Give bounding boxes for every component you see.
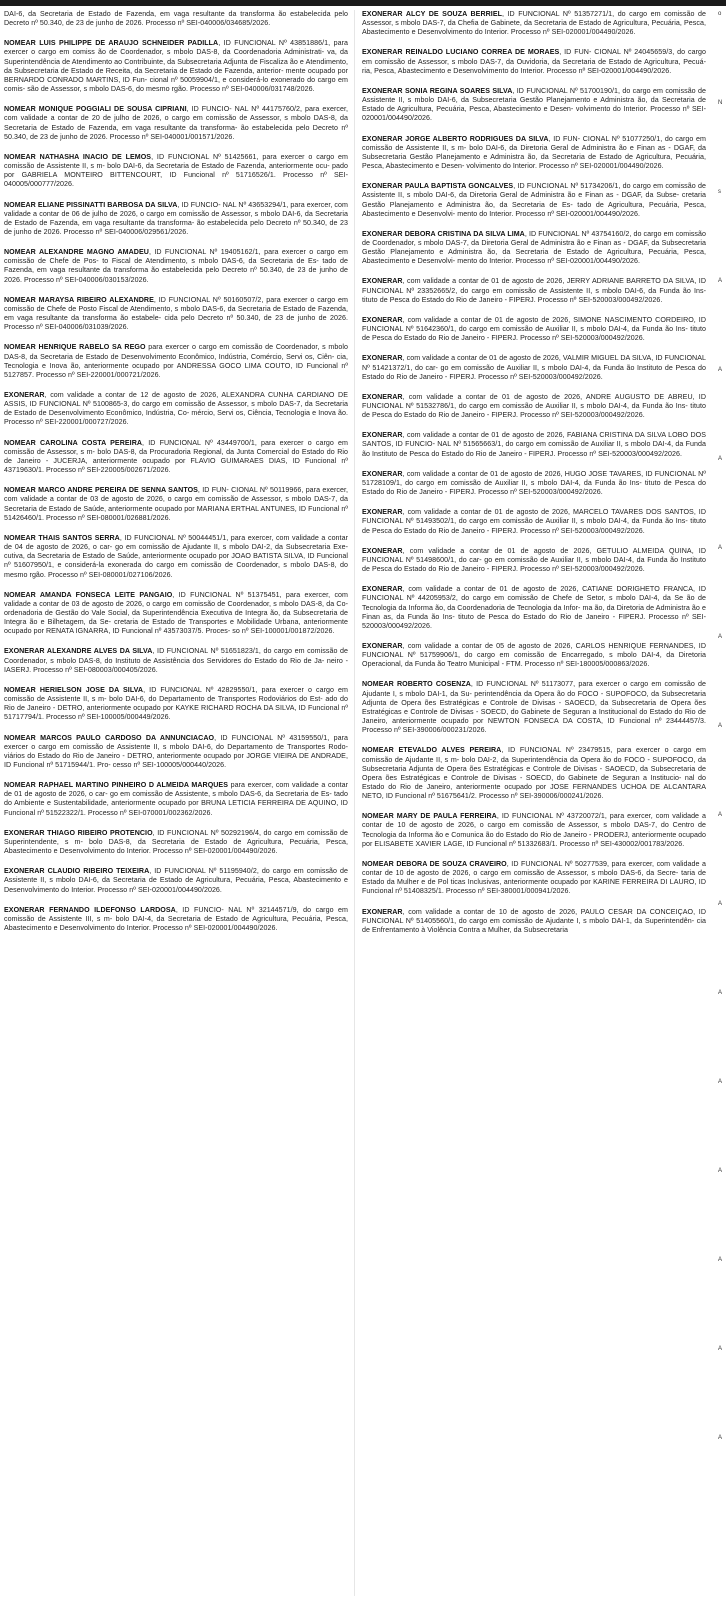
cropped-column-fragment: A <box>718 1168 723 1174</box>
act-text: , ID FUNCIONAL Nº 50277539, para exercer, com validade a contar de 10 de agosto de 2026, o cargo em comissão de Assessor, s mbolo DAS-6, da Secre- taria de Estado da Mulher e de Pol ticas Inclusivas, anteriormente ocupado por KARINE FERREIRA DI LAURO, ID Funcional nº 51408325/1. Processo nº SEI-380001/000941/2026. <box>362 859 706 896</box>
act-entry <box>4 829 348 856</box>
act-entry <box>362 470 706 497</box>
act-text: , com validade a contar de 05 de agosto de 2026, CARLOS HENRIQUE FERNANDES, ID FUNCIONAL Nº 51759906/1, do cargo em comissão de Encarregado, s mbolo DAI-4, da Diretoria Operacional, da Funda ão Teatro Municipal - FTM. Processo nº SEI-180005/000863/2026. <box>362 641 706 669</box>
act-entry <box>362 431 706 458</box>
cropped-column-fragment: A <box>718 990 723 996</box>
act-entry <box>362 354 706 381</box>
act-text: , ID FUN- CIONAL Nº 24045659/3, do cargo em comissão de Assessor, s mbolo DAS-7, da Ouvidoria, da Secretaria de Estado de Agricultura, Pecuá- ria, Pesca, Abastecimento e Desenvolvimento do Interior. Processo nº SEI-020001/004490/2026. <box>362 48 706 75</box>
act-text: , com validade a contar de 01 de agosto de 2026, HUGO JOSE TAVARES, ID FUNCIONAL Nº 51728109/1, do cargo em comissão de Auxiliar II, s mbolo DAI-4, da Funda ão Ins- tituto de Pesca do Estado do Rio de Janeiro - FIPERJ. Processo nº SEI-520003/000492/2026. <box>362 469 706 497</box>
person-name: DEBORA DE SOUZA CRAVEIRO <box>396 859 507 868</box>
person-name: THIAGO RIBEIRO PROTENCIO <box>47 828 153 837</box>
act-verb: NOMEAR <box>4 486 39 495</box>
act-text: , com validade a contar de 01 de agosto de 2026, ANDRE AUGUSTO DE ABREU, ID FUNCIONAL Nº 51532786/1, do cargo em comissão de Auxiliar II, s mbolo DAI-4, da Funda ão Ins- tituto de Pesca do Estado do Rio de Janeiro - FIPERJ. Processo nº SEI-520003/000492/2026. <box>362 392 706 420</box>
act-verb: EXONERAR <box>362 315 403 324</box>
act-text: , ID FUNCIONAL Nº 51375451, para exercer, com validade a contar de 03 de agosto de 2026, o cargo em comissão de Coordenador, s mbolo DAS-8, da Co- ordenadoria de Gestão do Vale Social, da Superintendência Executiva de Integra ão, da Subsecretaria de Integra ão e Bilhetagem, da Se- cretaria de Estado de Transportes e Mobilidade Urbana, anteriormente ocupado por RENATA IGNARRA, ID Funcional nº 43573037/5. Proces- so nº SEI-100001/001872/2026. <box>4 590 348 636</box>
act-text: , ID FUNCIONAL Nº 51357271/1, do cargo em comissão de Assessor, s mbolo DAS-7, da Chefia de Gabinete, da Secretaria de Estado de Agricultura, Pecuária, Pesca, Abastecimento e Desenvolvimento do Interior. Processo nº SEI-020001/004490/2026. <box>362 10 706 37</box>
person-name: AMANDA FONSECA LEITE PANGAIO <box>39 590 173 599</box>
act-entry <box>4 296 348 333</box>
act-verb: EXONERAR <box>362 229 405 238</box>
cropped-column-fragment: A <box>718 901 723 907</box>
act-verb: EXONERAR <box>362 392 403 401</box>
act-verb: EXONERAR <box>362 508 403 517</box>
act-text: , com validade a contar de 01 de agosto de 2026, SIMONE NASCIMENTO CORDEIRO, ID FUNCIONAL Nº 51642360/1, do cargo em comissão de Auxiliar II, s mbolo DAI-4, da Funda ão Ins- tituto de Pesca do Estado do Rio de Janeiro - FIPERJ. Processo nº SEI-520003/000492/2026. <box>362 315 706 343</box>
act-verb: NOMEAR <box>4 781 39 790</box>
act-verb: EXONERAR <box>362 431 403 440</box>
act-verb: EXONERAR <box>4 828 48 837</box>
act-verb: NOMEAR <box>4 733 41 742</box>
act-verb: NOMEAR <box>4 105 39 114</box>
act-verb: NOMEAR <box>362 680 397 689</box>
act-text: DAI-6, da Secretaria de Estado de Fazenda, em vaga resultante da transforma ão estabelecida pelo Decreto nº 50.340, de 23 de junho de 2026. Processo nº SEI-040006/034685/2026. <box>4 10 348 28</box>
act-text: , ID FUNCIO- NAL Nº 32144571/9, do cargo em comissão de Assistente III, s m- bolo DAI-4, da Secretaria de Estado de Agricultura, Pecuária, Pesca, Abastecimento e Desenvolvimento do Interior. Processo nº SEI-020001/004490/2026. <box>4 905 348 933</box>
act-verb: NOMEAR <box>362 859 397 868</box>
act-verb: EXONERAR <box>4 905 50 914</box>
act-text: , ID FUN- CIONAL Nº 51077250/1, do cargo em comissão de Assistente II, s m- bolo DAI-6, da Diretoria Geral de Administra ão e Finan as - DGAF, da Subsecretaria Gestão Planejamento e Administra ão, da Secretaria de Estado de Agricultura, Pecuária, Pesca, Abastecimento e Desen- volvimento do Interior. Processo nº SEI-020001/004490/2026. <box>362 134 706 171</box>
act-text: , ID FUNCIONAL Nº 43720072/1, para exercer, com validade a contar de 10 de agosto de 2026, o cargo em comissão de Assessor, s mbolo DAS-7, do Centro de Tecnologia da Informa ão e Comunica ão do Estado do Rio de Janeiro - PRODERJ, anteriormente ocupado por ELISABETE XAVIER LAGE, ID Funcional nº 51332683/1. Processo nº SEI-430002/001783/2026. <box>362 812 706 848</box>
act-entry <box>362 277 706 304</box>
act-entry <box>4 906 348 933</box>
act-verb: NOMEAR <box>4 685 40 694</box>
act-text: , ID FUNCIONAL Nº 43159550/1, para exercer o cargo em comissão de Assistente II, s mbolo DAI-6, do Departamento de Transportes Rodo- viários do Estado do Rio de Janeiro - DETRO, anteriormente ocupado por JORGE VIEIRA DE ANDRADE, ID Funcional nº 51715944/1. Pro- cesso nº SEI-100005/000440/2026. <box>4 733 348 769</box>
act-entry <box>4 105 348 142</box>
act-entry <box>4 534 348 580</box>
act-entry <box>4 486 348 523</box>
act-verb: NOMEAR <box>4 200 38 209</box>
act-verb: NOMEAR <box>362 812 397 821</box>
act-text: , ID FUNCIONAL Nº 50044451/1, para exercer, com validade a contar de 04 de agosto de 2026, o car- go em comissão de Ajudante II, s mbolo DAI-2, da Subsecretaria Exe- cutiva, da Secretaria de Estado de Saúde, anteriormente ocupado por JOAO BATISTA SILVA, ID Funcional nº 51607950/1, e considerá-la exonerada do cargo em comissão de Coordenador, s mbolo DAS-8, do mesmo rgão. Processo nº SEI-080001/027106/2026. <box>4 533 348 579</box>
act-text: , ID FUNCIONAL Nº 43754160/2, do cargo em comissão de Coordenador, s mbolo DAS-7, da Diretoria Geral de Administra ão e Finan as - DGAF, da Subsecretaria Gestão Planejamento e Administra ão, da Secretaria de Estado de Agricultura, Pecuária, Pesca, Abastecimento e Desenvolvi- mento do Interior. Processo nº SEI-020001/004490/2026. <box>362 229 706 266</box>
act-verb: NOMEAR <box>4 39 40 48</box>
act-verb: NOMEAR <box>4 248 39 257</box>
person-name: ALCY DE SOUZA BERRIEL <box>405 10 502 18</box>
act-verb: EXONERAR <box>362 585 403 594</box>
act-verb: EXONERAR <box>4 391 45 399</box>
person-name: MARAYSA RIBEIRO ALEXANDRE <box>38 295 154 304</box>
cropped-column-fragment: A <box>718 723 723 729</box>
act-entry <box>4 686 348 723</box>
act-verb: EXONERAR <box>362 134 406 143</box>
person-name: MARCO ANDRE PEREIRA DE SENNA SANTOS <box>38 486 198 495</box>
act-entry <box>4 343 348 380</box>
act-verb: EXONERAR <box>362 182 405 191</box>
act-verb: EXONERAR <box>362 10 406 18</box>
cropped-column-fragment: A <box>718 278 723 284</box>
act-text: , ID FUNCIONAL Nº 51173077, para exercer o cargo em comissão de Ajudante I, s mbolo DAI-1, da Su- perintendência da Opera ão do FOCO - SUPOFOCO, da Subsecretaria Adjunta de Opera ões Estratégicas e Controle de Divisas - SAOECD, da Subsecretaria de Opera ões Estratégicas e Controle de Divisas - SOECD, do Gabinete de Seguran a Institucional do Estado do Rio de Janeiro, anteriormente ocupado por NEWTON FONSECA DA COSTA, ID Funcional nº 23444457/3. Processo nº SEI-390006/000231/2026. <box>362 680 706 735</box>
act-text: , ID FUN- CIONAL Nº 50119966, para exercer, com validade a contar de 03 de agosto de 2026, o cargo em comissão de Assessor, s mbolo DAS-7, da Secretaria de Estado de Saúde, anteriormente ocupado por MARIANA ERTHAL ANTUNES, ID Funcional nº 51426460/1. Processo nº SEI-080001/026881/2026. <box>4 486 348 522</box>
act-text: , com validade a contar de 01 de agosto de 2026, MARCELO TAVARES DOS SANTOS, ID FUNCIONAL Nº 51493502/1, do cargo em comissão de Auxiliar II, s mbolo DAI-4, da Funda ão Ins- tituto de Pesca do Estado do Rio de Janeiro - FIPERJ. Processo nº SEI-520003/000492/2026. <box>362 508 706 535</box>
act-text: , com validade a contar de 01 de agosto de 2026, FABIANA CRISTINA DA SILVA LOBO DOS SANTOS, ID FUNCIO- NAL Nº 51565663/1, do cargo em comissão de Auxiliar II, s mbolo DAI-4, da Funda ão Instituto de Pesca do Estado do Rio de Janeiro - FIPERJ. Processo nº SEI-520003/000492/2026. <box>362 431 706 458</box>
act-text: , ID FUNCIONAL Nº 51651823/1, do cargo em comissão de Coordenador, s mbolo DAS-8, do Instituto de Assistência dos Servidores do Estado do Rio de Ja- neiro - IASERJ. Processo nº SEI-080003/000405/2026. <box>4 647 348 674</box>
act-text: , ID FUNCIONAL Nº 51700190/1, do cargo em comissão de Assistente II, s mbolo DAI-6, da Subsecretaria Gestão Planejamento e Administra ão, da Secretaria de Estado de Agricultura, Pecuária, Pesca, Abastecimento e Desen- volvimento do Interior. Processo nº SEI-020001/004490/2026. <box>362 86 706 123</box>
act-entry <box>362 812 706 849</box>
act-entry <box>362 230 706 267</box>
act-text: para exercer o cargo em comissão de Coordenador, s mbolo DAS-8, da Secretaria de Estado de Desenvolvimento Econômico, Indústria, Comércio, Servi os, Ciên- cia, Tecnologia e Inova ão, anteriormente ocupado por ANDRESSA GOCO LIMA COUTO, ID Funcional nº 5127857. Processo nº SEI-220001/000721/2026. <box>4 343 348 379</box>
act-text: , ID FUNCIO- NAL Nº 43653294/1, para exercer, com validade a contar de 06 de julho de 2026, o cargo em comissão de Assessor, s mbolo DAI-6, da Secretaria de Estado de Fazenda, em vaga resultante da transforma- ão estabelecida pelo Decreto nº 50.340, de 23 de junho de 2026. Processo nº SEI-040006/029561/2026. <box>4 200 348 236</box>
act-entry <box>4 734 348 771</box>
act-entry <box>4 781 348 818</box>
act-text: , com validade a contar de 12 de agosto de 2026, ALEXANDRA CUNHA CARDIANO DE ASSIS, ID FUNCIONAL Nº 5100865-3, do cargo em comissão de Assessor, s mbolo DAS-7, da Secretaria de Estado de Desenvolvimento Econômico, Indústria, Co- mércio, Servi os, Ciência, Tecnologia e Inova ão. Processo nº SEI-220001/000727/2026. <box>4 391 348 427</box>
column-gutter <box>354 10 355 1596</box>
act-verb: EXONERAR <box>362 641 403 650</box>
person-name: HENRIQUE RABELO SA REGO <box>38 343 146 352</box>
act-entry <box>4 248 348 285</box>
act-entry <box>362 908 706 935</box>
person-name: ELIANE PISSINATTI BARBOSA DA SILVA <box>37 200 178 209</box>
act-entry <box>4 153 348 190</box>
cropped-column-fragment: A <box>718 367 723 373</box>
act-entry <box>4 647 348 674</box>
act-entry <box>4 439 348 476</box>
person-name: HERIELSON JOSE DA SILVA <box>39 685 144 694</box>
act-text: para exercer, com validade a contar de 01 de agosto de 2026, o car- go em comissão de Assistente, s mbolo DAS-6, da Secretaria de Es- tado do Ambiente e Sustentabilidade, anteriormente ocupado por BRUNA LETICIA FERREIRA DE AQUINO, ID Funcional nº 51522322/1. Processo nº SEI-070001/002362/2026. <box>4 781 348 817</box>
cropped-column-fragment: A <box>718 634 723 640</box>
person-name: CLAUDIO RIBEIRO TEIXEIRA <box>47 867 150 876</box>
person-name: THAIS SANTOS SERRA <box>38 533 120 542</box>
act-text: , com validade a contar de 01 de agosto de 2026, VALMIR MIGUEL DA SILVA, ID FUNCIONAL Nº 51421372/1, do car- go em comissão de Auxiliar II, s mbolo DAI-4, da Funda ão Instituto de Pesca do Estado do Rio de Janeiro - FIPERJ. Processo nº SEI-520003/000492/2026. <box>362 354 706 381</box>
act-text: , ID FUNCIONAL Nº 51734206/1, do cargo em comissão de Assistente II, s mbolo DAI-6, da Diretoria Geral de Administra ão e Finan as - DGAF, da Subse- cretaria Gestão Planejamento e Administra ão, da Secretaria de Es- tado de Agricultura, Pecuária, Pesca, Abastecimento e Desenvolvi- mento do Interior. Processo nº SEI-020001/004490/2026. <box>362 182 706 218</box>
cropped-column-fragment: A <box>718 1346 723 1352</box>
person-name: JORGE ALBERTO RODRIGUES DA SILVA <box>405 134 549 143</box>
person-name: MARCOS PAULO CARDOSO DA ANNUNCIACAO <box>40 733 215 742</box>
act-verb: NOMEAR <box>4 533 39 542</box>
act-entry <box>362 585 706 631</box>
act-entry <box>4 391 348 428</box>
act-entry <box>4 867 348 894</box>
act-verb: EXONERAR <box>362 48 406 57</box>
act-verb: EXONERAR <box>362 546 403 555</box>
act-entry <box>4 39 348 94</box>
act-entry <box>362 642 706 669</box>
person-name: SONIA REGINA SOARES SILVA <box>404 86 513 95</box>
act-text: , ID FUNCIONAL Nº 19405162/1, para exercer o cargo em comissão de Chefe de Pos- to Fiscal de Atendimento, s mbolo DAS-6, da Secretaria de Es- tado de Fazenda, em vaga resultante da transforma ão estabelecida pelo Decreto nº 50.340, de 23 de junho de 2026. Processo nº SEI-040006/030153/2026. <box>4 248 348 284</box>
act-verb: EXONERAR <box>4 867 48 876</box>
person-name: REINALDO LUCIANO CORREA DE MORAES <box>405 48 560 57</box>
cropped-column-fragment: A <box>718 812 723 818</box>
person-name: NATHASHA INACIO DE LEMOS <box>39 152 152 161</box>
act-text: , ID FUNCIONAL Nº 43449700/1, para exercer o cargo em comissão de Assessor, s m- bolo DAS-8, da Procuradoria Regional, da Junta Comercial do Estado do Rio de Janeiro - JUCERJA, anteriormente ocupado por FLAVIO GUIMARAES DIAS, ID Funcional nº 43719630/1. Processo nº SEI-220005/002671/2026. <box>4 438 348 475</box>
act-verb: EXONERAR <box>362 86 405 95</box>
person-name: RAPHAEL MARTINO PINHEIRO D ALMEIDA MARQUES <box>38 781 228 790</box>
act-entry <box>362 860 706 897</box>
act-text: , ID FUNCIONAL Nº 43851886/1, para exercer o cargo em comiss ão de Coordenador, s mbolo DAS-8, da Coordenadoria Administrati- va, da Superintendência de Atendimento ao Contribuinte, da Subsecretaria Adjunta de Fiscaliza ão e Atendimento, da Subsecretaria de Estado de Receita, da Secretaria de Estado de Fazenda, anterior- mente ocupado por BERNARDO CONRADO MARTINS, ID Fun- cional nº 50059904/1, e considerá-lo exonerado do cargo em comis- são de Assessor, s mbolo DAS-6, do mesmo rgão. Processo nº SEI-040006/031748/2026. <box>4 39 348 94</box>
act-text: , ID FUNCIONAL Nº 50160507/2, para exercer o cargo em comissão de Chefe de Posto Fiscal de Atendimento, s mbolo DAS-6, da Secretaria de Estado de Fazenda, em vaga resultante da transforma ão estabele- cida pelo Decreto nº 50.340, de 23 de junho de 2026. Processo nº SEI-040006/031039/2026. <box>4 295 348 332</box>
act-entry <box>362 746 706 801</box>
cropped-column-fragment: A <box>718 1079 723 1085</box>
person-name: MARY DE PAULA FERREIRA <box>396 812 497 821</box>
act-verb: EXONERAR <box>362 469 403 478</box>
person-name: DEBORA CRISTINA DA SILVA LIMA <box>404 229 525 238</box>
act-text: , ID FUNCIONAL Nº 42829550/1, para exercer o cargo em comissão de Assistente II, s m- bolo DAI-6, do Departamento de Transportes Rodoviários do Est- ado do Rio de Janeiro - DETRO, anteriormente ocupado por KAYKE RICHARD ROCHA DA SILVA, ID Funcional nº 51717794/1. Processo nº SEI-100005/000449/2026. <box>4 685 348 722</box>
act-verb: NOMEAR <box>4 295 39 304</box>
act-entry <box>362 316 706 343</box>
text-column-middle <box>362 10 706 1598</box>
act-verb: EXONERAR <box>4 647 47 656</box>
cropped-column-fragment: A <box>718 1257 723 1263</box>
cropped-column-fragment: A <box>718 545 723 551</box>
person-name: LUIS PHILIPPE DE ARAUJO SCHNEIDER PADILLA <box>39 39 219 48</box>
act-entry <box>362 87 706 124</box>
act-entry <box>4 10 348 28</box>
cropped-column-fragment: o <box>718 11 722 17</box>
act-entry <box>362 680 706 735</box>
act-text: , com validade a contar de 01 de agosto de 2026, GETULIO ALMEIDA QUINA, ID FUNCIONAL Nº 51498600/1, do car- go em comissão de Auxiliar II, s mbolo DAI-4, da Funda ão Instituto de Pesca do Estado do Rio de Janeiro - FIPERJ. Processo nº SEI-520003/000492/2026. <box>362 546 706 574</box>
person-name: ETEVALDO ALVES PEREIRA <box>398 746 502 755</box>
act-text: , ID FUNCIONAL Nº 51195940/2, do cargo em comissão de Assistente II, s mbolo DAI-6, da Secretaria de Estado de Agricultura, Pecuária, Pesca, Abastecimento e Desenvolvimento do Interior. Processo nº SEI-020001/004490/2026. <box>4 867 348 894</box>
act-verb: NOMEAR <box>4 590 40 599</box>
act-entry <box>4 201 348 238</box>
act-entry <box>362 135 706 172</box>
act-entry <box>362 508 706 535</box>
act-entry <box>4 591 348 637</box>
act-text: , com validade a contar de 10 de agosto de 2026, PAULO CESAR DA CONCEIÇAO, ID FUNCIONAL Nº 51405560/1, do cargo em comissão de Ajudante I, s mbolo DAI-1, da Superintendên- cia de Enfrentamento à Violência Contra a Mulher, da Subsecretaria <box>362 907 706 934</box>
text-column-left <box>4 10 348 1598</box>
person-name: CAROLINA COSTA PEREIRA <box>39 438 143 447</box>
person-name: MONIQUE POGGIALI DE SOUSA CIPRIANI <box>38 105 187 114</box>
act-verb: NOMEAR <box>4 152 40 161</box>
person-name: ALEXANDRE MAGNO AMADEU <box>38 248 149 257</box>
act-text: , ID FUNCIONAL Nº 23479515, para exercer o cargo em comissão de Ajudante II, s m- bolo DAI-2, da Superintendência da Opera ão do FOCO - SUPOFOCO, da Subsecretaria Adjunta de Opera ões Estratégicas e Controle de Divisas - SAOECD, da Subsecretaria de Opera ões Estratégicas e Controle de Divisas - SOECD, do Gabinete de Seguran a Institucio- nal do Estado do Rio de Janeiro, anteriormente ocupado por JOSE FERNANDES UCHOA DE ALCANTARA NETO, ID Funcional nº 51675641/2. Processo nº SEI-390006/000241/2026. <box>362 746 706 801</box>
act-text: , com validade a contar de 01 de agosto de 2026, JERRY ADRIANE BARRETO DA SILVA, ID FUNCIONAL Nº 23352665/2, do cargo em comissão de Assistente II, s mbolo DAI-6, da Funda ão Ins- tituto de Pesca do Estado do Rio de Janeiro - FIPERJ. Processo nº SEI-520003/000492/2026. <box>362 277 706 304</box>
act-verb: EXONERAR <box>362 354 403 363</box>
act-text: , ID FUNCIO- NAL Nº 44175760/2, para exercer, com validade a contar de 20 de julho de 2026, o cargo em comissão de Assessor, s mbolo DAS-8, da Secretaria de Estado de Fazenda, em vaga resultante da transforma- ão estabelecida pelo Decreto nº 50.340, de 23 de junho de 2026. Processo nº SEI-040001/001571/2026. <box>4 105 348 141</box>
person-name: ALEXANDRE ALVES DA SILVA <box>46 647 153 656</box>
act-text: , ID FUNCIONAL Nº 51425661, para exercer o cargo em comissão de Assistente II, s m- bolo DAI-6, da Secretaria de Estado de Fazenda, anteriormente ocu- pado por GABRIELA MONTEIRO BITTENCOURT, ID Funcional nº 51716526/1. Processo nº SEI-040005/000777/2026. <box>4 152 348 189</box>
act-verb: EXONERAR <box>362 907 403 916</box>
act-verb: EXONERAR <box>362 277 403 286</box>
person-name: FERNANDO ILDEFONSO LARDOSA <box>49 905 176 914</box>
text-column-right-cropped <box>718 10 726 1598</box>
act-verb: NOMEAR <box>4 343 39 352</box>
act-entry <box>362 10 706 37</box>
act-text: , ID FUNCIONAL Nº 50292196/4, do cargo em comissão de Superintendente, s m- bolo DAS-8, da Secretaria de Estado de Agricultura, Pecuária, Pesca, Abastecimento e Desenvolvimento do Interior. Processo nº SEI-020001/004490/2026. <box>4 828 348 856</box>
act-verb: NOMEAR <box>362 746 399 755</box>
cropped-column-fragment: A <box>718 1435 723 1441</box>
cropped-column-fragment: N <box>718 100 723 106</box>
cropped-column-fragment: s <box>718 189 721 195</box>
person-name: PAULA BAPTISTA GONCALVES <box>404 182 514 191</box>
cropped-column-fragment: A <box>718 456 723 462</box>
act-verb: NOMEAR <box>4 438 40 447</box>
act-entry <box>362 547 706 574</box>
act-entry <box>362 182 706 219</box>
person-name: ROBERTO COSENZA <box>397 680 471 689</box>
act-text: , com validade a contar de 01 de agosto de 2026, CATIANE DORIGHETO FRANCA, ID FUNCIONAL Nº 44205953/2, do cargo em comissão de Chefe de Setor, s mbolo DAI-4, da Se ão de Tecnologia da Informa ão, da Coordenadoria de Tecnologia da Infor- ma ão, da Diretoria de Administra ão e Finan as, da Funda ão Ins- tituto de Pesca do Estado do Rio de Janeiro - FIPERJ. Processo nº SEI-520003/000492/2026. <box>362 585 706 630</box>
act-entry <box>362 393 706 420</box>
act-entry <box>362 48 706 75</box>
page-top-rule <box>0 0 726 6</box>
